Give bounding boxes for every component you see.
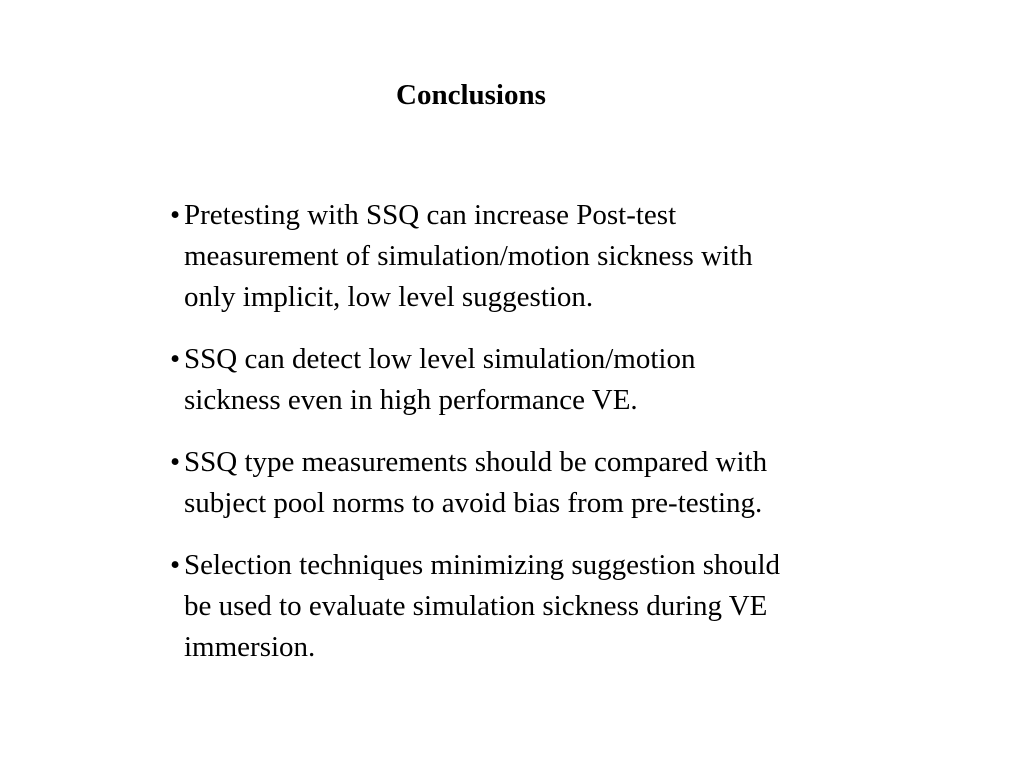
bullet-line: subject pool norms to avoid bias from pre-testing. xyxy=(184,487,763,519)
bullet-item-selection xyxy=(170,545,930,668)
bullet-list xyxy=(170,195,930,668)
bullet-line: be used to evaluate simulation sickness during VE xyxy=(184,590,768,622)
bullet-line: measurement of simulation/motion sickness with xyxy=(184,240,753,272)
bullet-item-ssq-detect xyxy=(170,339,930,421)
bullet-line: SSQ can detect low level simulation/motion xyxy=(184,343,696,375)
bullet-line: immersion. xyxy=(184,631,316,663)
bullet-icon: • xyxy=(170,343,181,375)
bullet-line: Pretesting with SSQ can increase Post-test xyxy=(184,199,677,231)
bullet-line: sickness even in high performance VE. xyxy=(184,384,638,416)
bullet-item-pretesting xyxy=(170,195,930,318)
bullet-icon: • xyxy=(170,549,181,581)
bullet-icon: • xyxy=(170,446,181,478)
slide-title: Conclusions xyxy=(396,79,546,111)
bullet-line: only implicit, low level suggestion. xyxy=(184,281,594,313)
bullet-item-ssq-norms xyxy=(170,442,930,524)
bullet-line: Selection techniques minimizing suggestion should xyxy=(184,549,781,581)
bullet-line: SSQ type measurements should be compared with xyxy=(184,446,768,478)
bullet-icon: • xyxy=(170,199,181,231)
